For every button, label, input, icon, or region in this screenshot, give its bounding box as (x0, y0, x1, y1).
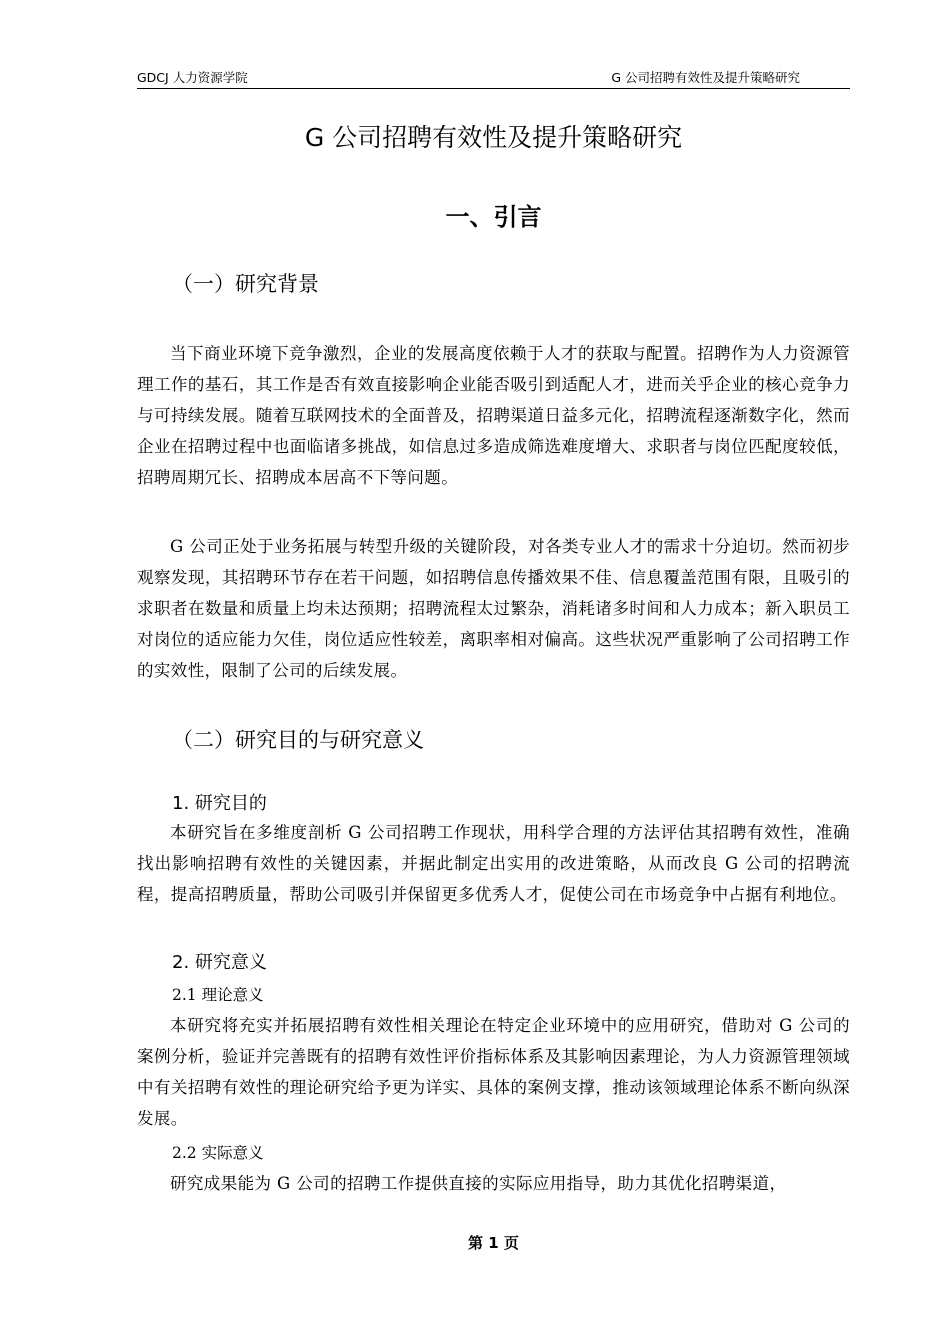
page-number: 第 1 页 (468, 1234, 519, 1252)
header-left-text: GDCJ 人力资源学院 (137, 70, 248, 85)
page-header (137, 66, 850, 89)
paper-title: G 公司招聘有效性及提升策略研究 (304, 123, 683, 152)
header-right-text: G 公司招聘有效性及提升策略研究 (611, 70, 800, 85)
section-heading-background: （一）研究背景 (172, 272, 319, 296)
subheading-theory: 2.1 理论意义 (172, 986, 264, 1004)
paragraph-purpose: 本研究旨在多维度剖析 G 公司招聘工作现状，用科学合理的方法评估其招聘有效性，准确找出影响招聘有效性的关键因素，并据此制定出实用的改进策略，从而改良 G 公司的招聘流程，提高招聘质量，帮助公司吸引并保留更多优秀人才，促使公司在市场竞争中占据有利地位。 (137, 823, 850, 904)
paragraph-theory: 本研究将充实并拓展招聘有效性相关理论在特定企业环境中的应用研究，借助对 G 公司的案例分析，验证并完善既有的招聘有效性评价指标体系及其影响因素理论，为人力资源管理领域中有关招聘有效性的理论研究给予更为详实、具体的案例支撑，推动该领域理论体系不断向纵深发展。 (137, 1016, 850, 1128)
paragraph-practice: 研究成果能为 G 公司的招聘工作提供直接的实际应用指导，助力其优化招聘渠道， (170, 1174, 787, 1193)
section-heading-purpose-significance: （二）研究目的与研究意义 (172, 728, 424, 752)
chapter-heading: 一、引言 (445, 203, 542, 231)
subheading-purpose: 1. 研究目的 (172, 793, 267, 814)
paragraph-background-1: 当下商业环境下竞争激烈，企业的发展高度依赖于人才的获取与配置。招聘作为人力资源管理工作的基石，其工作是否有效直接影响企业能否吸引到适配人才，进而关乎企业的核心竞争力与可持续发展。随着互联网技术的全面普及，招聘渠道日益多元化，招聘流程逐渐数字化，然而企业在招聘过程中也面临诸多挑战，如信息过多造成筛选难度增大、求职者与岗位匹配度较低，招聘周期冗长、招聘成本居高不下等问题。 (137, 344, 850, 487)
paragraph-background-2: G 公司正处于业务拓展与转型升级的关键阶段，对各类专业人才的需求十分迫切。然而初步观察发现，其招聘环节存在若干问题，如招聘信息传播效果不佳、信息覆盖范围有限，且吸引的求职者在数量和质量上均未达预期；招聘流程太过繁杂，消耗诸多时间和人力成本；新入职员工对岗位的适应能力欠佳，岗位适应性较差，离职率相对偏高。这些状况严重影响了公司招聘工作的实效性，限制了公司的后续发展。 (137, 537, 850, 680)
subheading-practice: 2.2 实际意义 (172, 1144, 264, 1162)
subheading-significance: 2. 研究意义 (172, 952, 267, 973)
